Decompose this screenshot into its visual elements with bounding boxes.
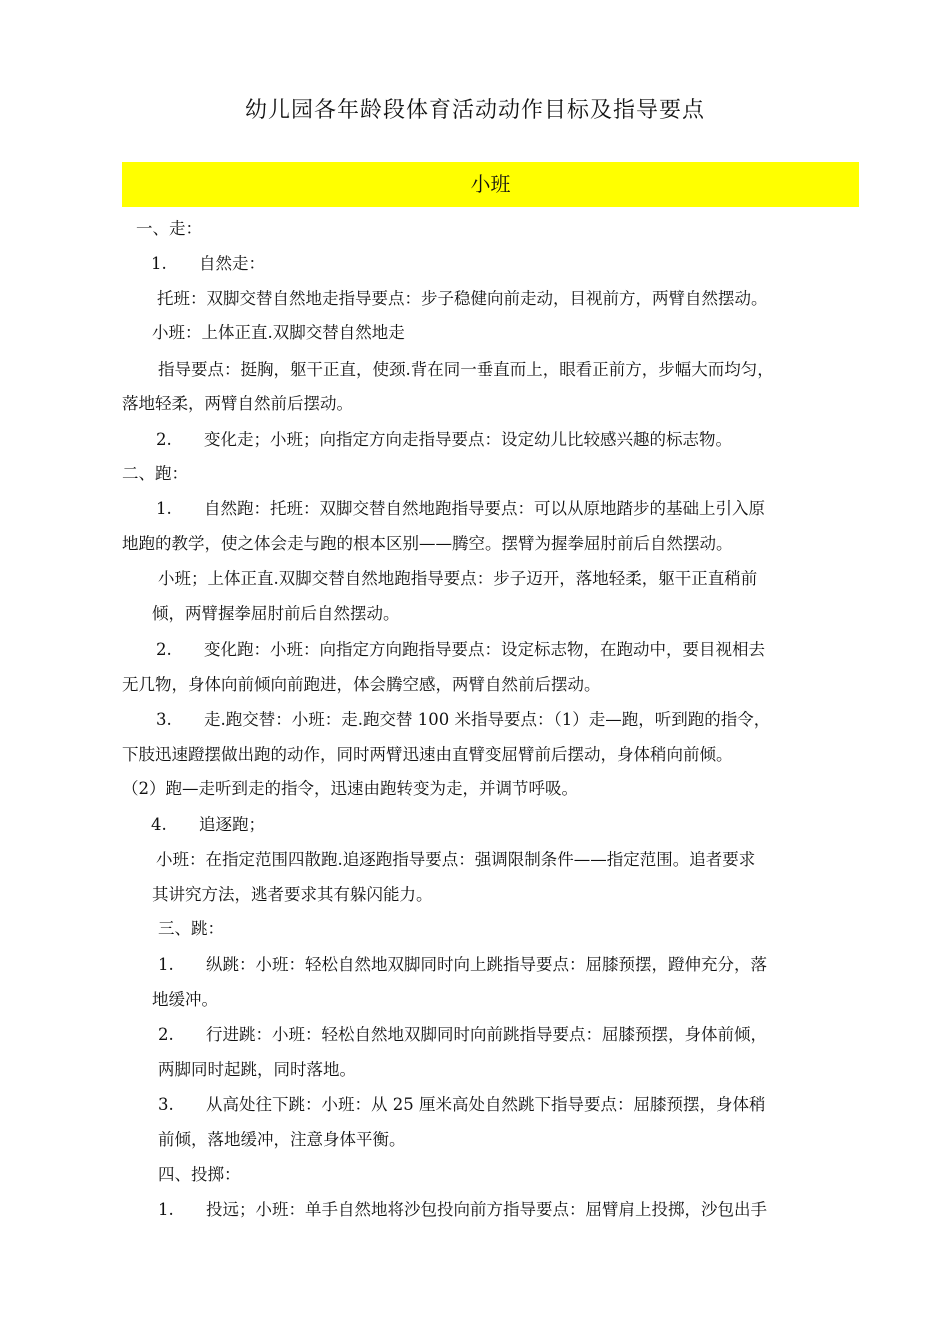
item-text: 变化走；小班；向指定方向走指导要点：设定幼儿比较感兴趣的标志物。 [204,430,732,449]
paragraph-line: 倾，两臂握拳屈肘前后自然摆动。 [152,604,400,623]
list-item [156,499,765,519]
item-text: 投远；小班：单手自然地将沙包投向前方指导要点：屈臂肩上投掷，沙包出手 [206,1200,767,1219]
item-number: 1. [151,254,167,273]
section-heading-walk: 一、走： [136,219,202,238]
item-text: 变化跑：小班：向指定方向跑指导要点：设定标志物，在跑动中，要目视相去 [204,640,765,659]
paragraph-line: 托班：双脚交替自然地走指导要点：步子稳健向前走动，目视前方，两臂自然摆动。 [157,289,768,308]
list-item [158,955,767,975]
list-item [156,710,770,730]
item-text: 从高处往下跳：小班：从 25 厘米高处自然跳下指导要点：屈膝预摆，身体稍 [206,1095,766,1114]
paragraph-line: 地跑的教学，使之体会走与跑的根本区别——腾空。摆臂为握拳屈肘前后自然摆动。 [122,534,733,553]
list-item [158,1095,766,1115]
item-text: 走.跑交替：小班：走.跑交替 100 米指导要点：（1）走—跑，听到跑的指令， [204,710,771,729]
list-item [158,1200,767,1220]
list-item [158,1025,767,1045]
class-level-banner: 小班 [122,162,859,207]
list-item [151,254,265,274]
paragraph-line: 无几物，身体向前倾向前跑进，体会腾空感，两臂自然前后摆动。 [122,675,601,694]
section-heading-jump: 三、跳： [158,919,224,938]
section-heading-throw: 四、投掷： [158,1165,241,1184]
paragraph-line: 小班；上体正直.双脚交替自然地跑指导要点：步子迈开，落地轻柔，躯干正直稍前 [158,569,758,588]
item-number: 1. [156,499,172,518]
list-item [156,640,765,660]
item-number: 4. [151,815,167,834]
paragraph-line: 前倾，落地缓冲，注意身体平衡。 [158,1130,406,1149]
paragraph-line: （2）跑—走听到走的指令，迅速由跑转变为走，并调节呼吸。 [122,779,578,798]
item-number: 3. [156,710,172,729]
item-number: 2. [156,430,172,449]
section-heading-run: 二、跑： [122,464,188,483]
paragraph-line: 指导要点：挺胸，躯干正直，使颈.背在同一垂直而上，眼看正前方，步幅大而均匀， [158,360,774,379]
item-number: 1. [158,1200,174,1219]
item-number: 3. [158,1095,174,1114]
list-item [156,430,732,450]
item-text: 自然走： [199,254,265,273]
item-text: 纵跳：小班：轻松自然地双脚同时向上跳指导要点：屈膝预摆，蹬伸充分，落 [206,955,767,974]
item-text: 自然跑：托班：双脚交替自然地跑指导要点：可以从原地踏步的基础上引入原 [204,499,765,518]
item-number: 2. [156,640,172,659]
paragraph-line: 落地轻柔，两臂自然前后摆动。 [122,394,353,413]
item-text: 追逐跑； [199,815,265,834]
document-title: 幼儿园各年龄段体育活动动作目标及指导要点 [244,98,705,123]
paragraph-line: 地缓冲。 [152,990,218,1009]
paragraph-line: 小班：在指定范围四散跑.追逐跑指导要点：强调限制条件——指定范围。追者要求 [156,850,756,869]
paragraph-line: 其讲究方法，逃者要求其有躲闪能力。 [152,885,433,904]
list-item [151,815,265,835]
item-text: 行进跳：小班：轻松自然地双脚同时向前跳指导要点：屈膝预摆，身体前倾， [206,1025,767,1044]
item-number: 1. [158,955,174,974]
paragraph-line: 小班：上体正直.双脚交替自然地走 [152,323,405,342]
paragraph-line: 下肢迅速蹬摆做出跑的动作，同时两臂迅速由直臂变屈臂前后摆动，身体稍向前倾。 [122,745,733,764]
item-number: 2. [158,1025,174,1044]
paragraph-line: 两脚同时起跳，同时落地。 [158,1060,356,1079]
